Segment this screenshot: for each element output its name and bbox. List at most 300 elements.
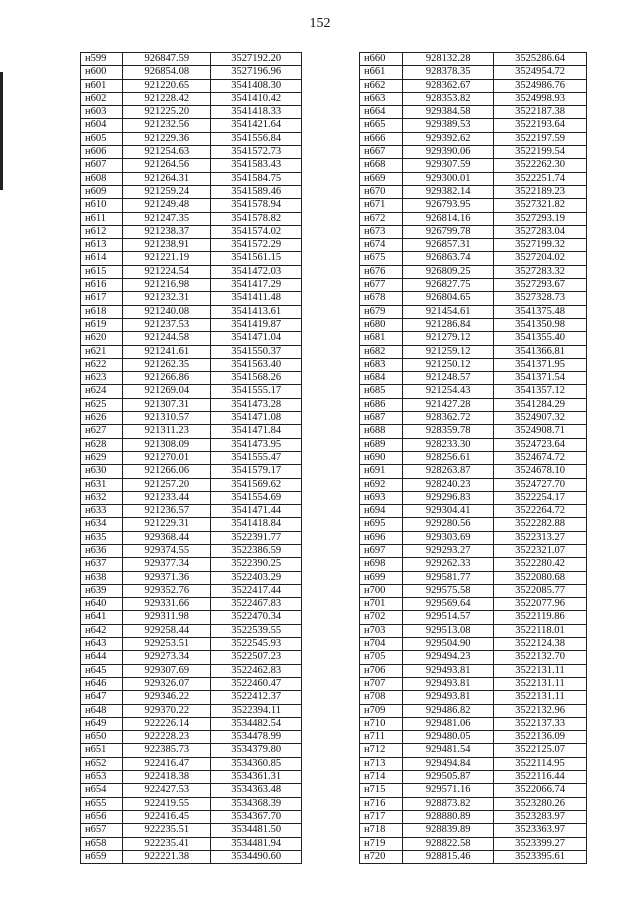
table-row [360, 731, 587, 744]
y-coordinate-cell: 3524954.72 [494, 66, 587, 79]
y-coordinate-cell: 3524986.76 [494, 79, 587, 92]
table-row [360, 584, 587, 597]
table-row [81, 146, 302, 159]
x-coordinate-cell: 921259.24 [123, 185, 211, 198]
y-coordinate-cell: 3522132.96 [494, 704, 587, 717]
y-coordinate-cell: 3522282.88 [494, 518, 587, 531]
y-coordinate-cell: 3534481.50 [211, 824, 302, 837]
x-coordinate-cell: 926809.25 [403, 265, 494, 278]
x-coordinate-cell: 921257.20 [123, 478, 211, 491]
y-coordinate-cell: 3522131.11 [494, 691, 587, 704]
point-id-cell: н666 [360, 132, 403, 145]
point-id-cell: н683 [360, 358, 403, 371]
x-coordinate-cell: 922427.53 [123, 784, 211, 797]
y-coordinate-cell: 3522386.59 [211, 544, 302, 557]
table-row [81, 518, 302, 531]
x-coordinate-cell: 926799.78 [403, 225, 494, 238]
x-coordinate-cell: 929390.06 [403, 146, 494, 159]
y-coordinate-cell: 3522470.34 [211, 611, 302, 624]
table-row [360, 704, 587, 717]
y-coordinate-cell: 3527283.04 [494, 225, 587, 238]
table-row [360, 518, 587, 531]
table-row [81, 465, 302, 478]
table-row [360, 425, 587, 438]
x-coordinate-cell: 921232.31 [123, 292, 211, 305]
point-id-cell: н606 [81, 146, 123, 159]
table-row [81, 252, 302, 265]
x-coordinate-cell: 926793.95 [403, 199, 494, 212]
table-row [81, 79, 302, 92]
x-coordinate-cell: 929352.76 [123, 584, 211, 597]
point-id-cell: н643 [81, 638, 123, 651]
x-coordinate-cell: 929326.07 [123, 677, 211, 690]
x-coordinate-cell: 921310.57 [123, 412, 211, 425]
table-row [81, 199, 302, 212]
table-row [81, 212, 302, 225]
y-coordinate-cell: 3522280.42 [494, 558, 587, 571]
table-row [360, 212, 587, 225]
y-coordinate-cell: 3541471.84 [211, 425, 302, 438]
point-id-cell: н615 [81, 265, 123, 278]
x-coordinate-cell: 921238.37 [123, 225, 211, 238]
x-coordinate-cell: 929571.16 [403, 784, 494, 797]
point-id-cell: н682 [360, 345, 403, 358]
point-id-cell: н713 [360, 757, 403, 770]
y-coordinate-cell: 3534490.60 [211, 850, 302, 863]
point-id-cell: н707 [360, 677, 403, 690]
y-coordinate-cell: 3541419.87 [211, 318, 302, 331]
point-id-cell: н646 [81, 677, 123, 690]
point-id-cell: н617 [81, 292, 123, 305]
table-row [81, 544, 302, 557]
table-row [360, 358, 587, 371]
point-id-cell: н704 [360, 638, 403, 651]
x-coordinate-cell: 921254.43 [403, 385, 494, 398]
y-coordinate-cell: 3534481.94 [211, 837, 302, 850]
y-coordinate-cell: 3522189.23 [494, 185, 587, 198]
table-row [360, 332, 587, 345]
x-coordinate-cell: 921266.06 [123, 465, 211, 478]
x-coordinate-cell: 929481.54 [403, 744, 494, 757]
table-row [81, 598, 302, 611]
x-coordinate-cell: 929273.34 [123, 651, 211, 664]
point-id-cell: н719 [360, 837, 403, 850]
x-coordinate-cell: 929371.36 [123, 571, 211, 584]
table-row [81, 850, 302, 863]
table-row [360, 345, 587, 358]
x-coordinate-cell: 928873.82 [403, 797, 494, 810]
y-coordinate-cell: 3534368.39 [211, 797, 302, 810]
y-coordinate-cell: 3522462.83 [211, 664, 302, 677]
table-row [360, 850, 587, 863]
y-coordinate-cell: 3541417.29 [211, 279, 302, 292]
point-id-cell: н650 [81, 731, 123, 744]
x-coordinate-cell: 922235.41 [123, 837, 211, 850]
table-row [360, 225, 587, 238]
y-coordinate-cell: 3524998.93 [494, 92, 587, 105]
x-coordinate-cell: 929307.59 [403, 159, 494, 172]
point-id-cell: н673 [360, 225, 403, 238]
y-coordinate-cell: 3534361.31 [211, 771, 302, 784]
table-row [81, 771, 302, 784]
point-id-cell: н652 [81, 757, 123, 770]
y-coordinate-cell: 3522116.44 [494, 771, 587, 784]
table-row [81, 372, 302, 385]
x-coordinate-cell: 922228.23 [123, 731, 211, 744]
y-coordinate-cell: 3522390.25 [211, 558, 302, 571]
x-coordinate-cell: 922221.38 [123, 850, 211, 863]
point-id-cell: н634 [81, 518, 123, 531]
x-coordinate-cell: 922419.55 [123, 797, 211, 810]
point-id-cell: н712 [360, 744, 403, 757]
x-coordinate-cell: 921216.98 [123, 279, 211, 292]
point-id-cell: н654 [81, 784, 123, 797]
x-coordinate-cell: 921270.01 [123, 451, 211, 464]
table-row [360, 279, 587, 292]
x-coordinate-cell: 928362.67 [403, 79, 494, 92]
y-coordinate-cell: 3541375.48 [494, 305, 587, 318]
point-id-cell: н614 [81, 252, 123, 265]
table-row [81, 318, 302, 331]
x-coordinate-cell: 928233.30 [403, 438, 494, 451]
x-coordinate-cell: 921241.61 [123, 345, 211, 358]
point-id-cell: н620 [81, 332, 123, 345]
x-coordinate-cell: 926847.59 [123, 53, 211, 66]
point-id-cell: н688 [360, 425, 403, 438]
point-id-cell: н612 [81, 225, 123, 238]
table-row [360, 677, 587, 690]
point-id-cell: н661 [360, 66, 403, 79]
y-coordinate-cell: 3522125.07 [494, 744, 587, 757]
x-coordinate-cell: 928359.78 [403, 425, 494, 438]
table-row [81, 385, 302, 398]
point-id-cell: н639 [81, 584, 123, 597]
table-row [360, 119, 587, 132]
point-id-cell: н668 [360, 159, 403, 172]
y-coordinate-cell: 3534360.85 [211, 757, 302, 770]
point-id-cell: н648 [81, 704, 123, 717]
y-coordinate-cell: 3541413.61 [211, 305, 302, 318]
point-id-cell: н701 [360, 598, 403, 611]
y-coordinate-cell: 3541472.03 [211, 265, 302, 278]
x-coordinate-cell: 929486.82 [403, 704, 494, 717]
table-row [360, 810, 587, 823]
x-coordinate-cell: 929311.98 [123, 611, 211, 624]
x-coordinate-cell: 929346.22 [123, 691, 211, 704]
table-row [81, 106, 302, 119]
x-coordinate-cell: 929494.84 [403, 757, 494, 770]
y-coordinate-cell: 3522507.23 [211, 651, 302, 664]
y-coordinate-cell: 3522254.17 [494, 491, 587, 504]
point-id-cell: н659 [81, 850, 123, 863]
y-coordinate-cell: 3522539.55 [211, 624, 302, 637]
y-coordinate-cell: 3541554.69 [211, 491, 302, 504]
y-coordinate-cell: 3522085.77 [494, 584, 587, 597]
point-id-cell: н621 [81, 345, 123, 358]
y-coordinate-cell: 3527196.96 [211, 66, 302, 79]
table-row [360, 451, 587, 464]
page-number: 152 [309, 16, 331, 31]
table-row [360, 691, 587, 704]
point-id-cell: н699 [360, 571, 403, 584]
x-coordinate-cell: 921244.58 [123, 332, 211, 345]
point-id-cell: н605 [81, 132, 123, 145]
y-coordinate-cell: 3524908.71 [494, 425, 587, 438]
point-id-cell: н601 [81, 79, 123, 92]
y-coordinate-cell: 3534482.54 [211, 717, 302, 730]
table-row [360, 106, 587, 119]
x-coordinate-cell: 921308.09 [123, 438, 211, 451]
x-coordinate-cell: 922416.47 [123, 757, 211, 770]
x-coordinate-cell: 928263.87 [403, 465, 494, 478]
table-row [81, 412, 302, 425]
x-coordinate-cell: 928822.58 [403, 837, 494, 850]
table-row [81, 172, 302, 185]
point-id-cell: н647 [81, 691, 123, 704]
x-coordinate-cell: 929494.23 [403, 651, 494, 664]
x-coordinate-cell: 928839.89 [403, 824, 494, 837]
y-coordinate-cell: 3541418.84 [211, 518, 302, 531]
point-id-cell: н636 [81, 544, 123, 557]
point-id-cell: н626 [81, 412, 123, 425]
x-coordinate-cell: 926814.16 [403, 212, 494, 225]
point-id-cell: н619 [81, 318, 123, 331]
point-id-cell: н657 [81, 824, 123, 837]
point-id-cell: н630 [81, 465, 123, 478]
y-coordinate-cell: 3541578.82 [211, 212, 302, 225]
table-row [360, 771, 587, 784]
x-coordinate-cell: 921240.08 [123, 305, 211, 318]
y-coordinate-cell: 3541355.40 [494, 332, 587, 345]
table-row [81, 358, 302, 371]
x-coordinate-cell: 928353.82 [403, 92, 494, 105]
y-coordinate-cell: 3541589.46 [211, 185, 302, 198]
y-coordinate-cell: 3523399.27 [494, 837, 587, 850]
table-row [81, 584, 302, 597]
table-row [81, 611, 302, 624]
table-row [360, 159, 587, 172]
point-id-cell: н631 [81, 478, 123, 491]
point-id-cell: н599 [81, 53, 123, 66]
point-id-cell: н698 [360, 558, 403, 571]
point-id-cell: н645 [81, 664, 123, 677]
table-row [360, 318, 587, 331]
table-row [81, 345, 302, 358]
y-coordinate-cell: 3541572.29 [211, 239, 302, 252]
point-id-cell: н642 [81, 624, 123, 637]
y-coordinate-cell: 3522460.47 [211, 677, 302, 690]
table-row [81, 185, 302, 198]
point-id-cell: н672 [360, 212, 403, 225]
table-row [81, 677, 302, 690]
point-id-cell: н705 [360, 651, 403, 664]
y-coordinate-cell: 3541408.30 [211, 79, 302, 92]
x-coordinate-cell: 926804.65 [403, 292, 494, 305]
table-row [360, 757, 587, 770]
table-row [360, 372, 587, 385]
table-row [360, 624, 587, 637]
table-row [360, 531, 587, 544]
point-id-cell: н693 [360, 491, 403, 504]
x-coordinate-cell: 921247.35 [123, 212, 211, 225]
y-coordinate-cell: 3541563.40 [211, 358, 302, 371]
table-row [81, 731, 302, 744]
table-row [360, 292, 587, 305]
table-row [81, 505, 302, 518]
y-coordinate-cell: 3541556.84 [211, 132, 302, 145]
x-coordinate-cell: 929581.77 [403, 571, 494, 584]
point-id-cell: н679 [360, 305, 403, 318]
x-coordinate-cell: 929389.53 [403, 119, 494, 132]
y-coordinate-cell: 3522114.95 [494, 757, 587, 770]
table-row [81, 425, 302, 438]
point-id-cell: н608 [81, 172, 123, 185]
point-id-cell: н665 [360, 119, 403, 132]
table-row [81, 292, 302, 305]
y-coordinate-cell: 3522137.33 [494, 717, 587, 730]
y-coordinate-cell: 3524907.32 [494, 412, 587, 425]
point-id-cell: н692 [360, 478, 403, 491]
x-coordinate-cell: 928362.72 [403, 412, 494, 425]
y-coordinate-cell: 3541366.81 [494, 345, 587, 358]
x-coordinate-cell: 921269.04 [123, 385, 211, 398]
point-id-cell: н718 [360, 824, 403, 837]
table-row [81, 305, 302, 318]
x-coordinate-cell: 921236.57 [123, 505, 211, 518]
table-row [360, 491, 587, 504]
x-coordinate-cell: 928256.61 [403, 451, 494, 464]
table-row [360, 252, 587, 265]
x-coordinate-cell: 921286.84 [403, 318, 494, 331]
table-row [81, 398, 302, 411]
point-id-cell: н711 [360, 731, 403, 744]
table-row [360, 305, 587, 318]
point-id-cell: н684 [360, 372, 403, 385]
table-row [81, 558, 302, 571]
x-coordinate-cell: 921229.31 [123, 518, 211, 531]
point-id-cell: н656 [81, 810, 123, 823]
x-coordinate-cell: 929280.56 [403, 518, 494, 531]
point-id-cell: н706 [360, 664, 403, 677]
x-coordinate-cell: 929513.08 [403, 624, 494, 637]
x-coordinate-cell: 929384.58 [403, 106, 494, 119]
x-coordinate-cell: 929493.81 [403, 677, 494, 690]
point-id-cell: н660 [360, 53, 403, 66]
x-coordinate-cell: 928815.46 [403, 850, 494, 863]
y-coordinate-cell: 3522080.68 [494, 571, 587, 584]
point-id-cell: н609 [81, 185, 123, 198]
point-id-cell: н708 [360, 691, 403, 704]
table-row [81, 757, 302, 770]
y-coordinate-cell: 3522119.86 [494, 611, 587, 624]
x-coordinate-cell: 921250.12 [403, 358, 494, 371]
x-coordinate-cell: 926854.08 [123, 66, 211, 79]
x-coordinate-cell: 929480.05 [403, 731, 494, 744]
y-coordinate-cell: 3522187.38 [494, 106, 587, 119]
y-coordinate-cell: 3522251.74 [494, 172, 587, 185]
y-coordinate-cell: 3522066.74 [494, 784, 587, 797]
y-coordinate-cell: 3527283.32 [494, 265, 587, 278]
x-coordinate-cell: 929262.33 [403, 558, 494, 571]
y-coordinate-cell: 3541584.75 [211, 172, 302, 185]
point-id-cell: н658 [81, 837, 123, 850]
x-coordinate-cell: 921427.28 [403, 398, 494, 411]
x-coordinate-cell: 929504.90 [403, 638, 494, 651]
table-row [81, 664, 302, 677]
table-row [360, 398, 587, 411]
y-coordinate-cell: 3522412.37 [211, 691, 302, 704]
table-row [360, 412, 587, 425]
x-coordinate-cell: 926827.75 [403, 279, 494, 292]
x-coordinate-cell: 921262.35 [123, 358, 211, 371]
table-row [81, 66, 302, 79]
point-id-cell: н714 [360, 771, 403, 784]
x-coordinate-cell: 921228.42 [123, 92, 211, 105]
point-id-cell: н709 [360, 704, 403, 717]
point-id-cell: н641 [81, 611, 123, 624]
point-id-cell: н694 [360, 505, 403, 518]
table-row [360, 239, 587, 252]
y-coordinate-cell: 3522124.38 [494, 638, 587, 651]
table-row [360, 66, 587, 79]
x-coordinate-cell: 921264.56 [123, 159, 211, 172]
x-coordinate-cell: 929293.27 [403, 544, 494, 557]
x-coordinate-cell: 921229.36 [123, 132, 211, 145]
table-row [81, 531, 302, 544]
table-row [360, 79, 587, 92]
point-id-cell: н717 [360, 810, 403, 823]
y-coordinate-cell: 3522264.72 [494, 505, 587, 518]
point-id-cell: н624 [81, 385, 123, 398]
table-row [81, 332, 302, 345]
y-coordinate-cell: 3541583.43 [211, 159, 302, 172]
x-coordinate-cell: 928880.89 [403, 810, 494, 823]
table-row [360, 53, 587, 66]
point-id-cell: н638 [81, 571, 123, 584]
table-row [81, 279, 302, 292]
x-coordinate-cell: 922226.14 [123, 717, 211, 730]
point-id-cell: н676 [360, 265, 403, 278]
table-row [360, 172, 587, 185]
x-coordinate-cell: 929368.44 [123, 531, 211, 544]
table-row [81, 810, 302, 823]
table-row [360, 638, 587, 651]
table-row [81, 651, 302, 664]
point-id-cell: н685 [360, 385, 403, 398]
table-row [360, 824, 587, 837]
y-coordinate-cell: 3524674.72 [494, 451, 587, 464]
point-id-cell: н618 [81, 305, 123, 318]
point-id-cell: н611 [81, 212, 123, 225]
point-id-cell: н690 [360, 451, 403, 464]
point-id-cell: н678 [360, 292, 403, 305]
point-id-cell: н600 [81, 66, 123, 79]
point-id-cell: н696 [360, 531, 403, 544]
table-row [360, 558, 587, 571]
y-coordinate-cell: 3541568.26 [211, 372, 302, 385]
point-id-cell: н664 [360, 106, 403, 119]
y-coordinate-cell: 3541473.28 [211, 398, 302, 411]
y-coordinate-cell: 3527293.19 [494, 212, 587, 225]
y-coordinate-cell: 3527199.32 [494, 239, 587, 252]
table-row [360, 185, 587, 198]
point-id-cell: н674 [360, 239, 403, 252]
point-id-cell: н635 [81, 531, 123, 544]
table-row [360, 784, 587, 797]
table-row [360, 385, 587, 398]
x-coordinate-cell: 921279.12 [403, 332, 494, 345]
point-id-cell: н667 [360, 146, 403, 159]
